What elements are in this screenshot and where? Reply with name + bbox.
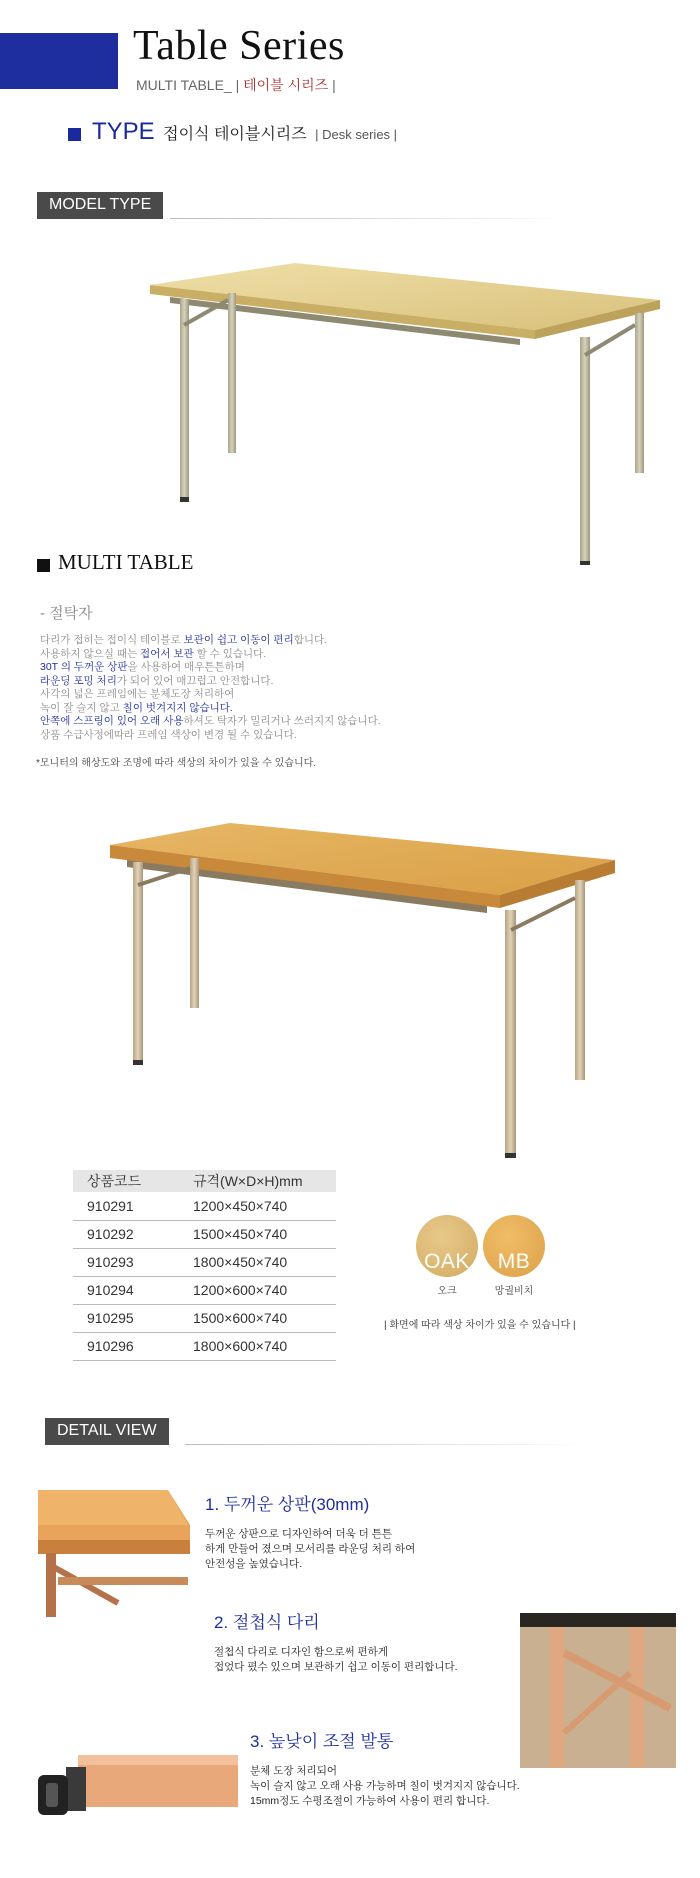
spec-code-cell: 910291: [73, 1192, 193, 1220]
spec-code-cell: 910293: [73, 1248, 193, 1276]
description-text: 하셔도 탁자가 밀리거나 쓰러지지 않습니다.: [183, 715, 381, 727]
oak-swatch-kr: 오크: [437, 1286, 457, 1297]
description-line: [40, 702, 381, 716]
spec-code-cell: 910296: [73, 1332, 193, 1360]
subtitle-kr: 테이블 시리즈: [243, 77, 329, 93]
type-heading: [92, 118, 397, 146]
mb-swatch-kr: 망궐비치: [494, 1286, 534, 1297]
header-accent-bar: [0, 33, 118, 89]
subtitle-sep-right: |: [332, 77, 336, 93]
description-text: 합니다.: [293, 634, 328, 646]
type-word: TYPE: [92, 118, 155, 145]
description-text: 다리가 접히는 접이식 테이블로: [40, 634, 184, 646]
spec-code-cell: 910294: [73, 1276, 193, 1304]
type-bullet-icon: [68, 128, 81, 141]
description-line: [40, 688, 381, 702]
spec-code-cell: 910295: [73, 1304, 193, 1332]
description-text: 할 수 있습니다.: [193, 647, 267, 660]
spec-table-row: [73, 1248, 336, 1276]
mb-swatch-label: MB: [497, 1250, 531, 1273]
description-text: 가 되어 있어 매끄럽고 안전합니다.: [116, 674, 274, 687]
detail-2-line: 접었다 폈수 있으며 보관하기 쉽고 이동이 편리합니다.: [214, 1661, 458, 1673]
detail-2-body: [214, 1645, 458, 1675]
description-text: 사각의 넓은 프레임에는 분체도장 처리하여: [40, 688, 235, 700]
product-image-wide-table: [105, 820, 625, 1165]
monitor-color-note: *모니터의 해상도와 조명에 따라 색상의 차이가 있을 수 있습니다.: [36, 758, 317, 769]
detail-1-line: 두꺼운 상판으로 디자인하여 더욱 더 튼튼: [205, 1528, 393, 1540]
multi-table-title: MULTI TABLE: [58, 550, 194, 574]
detail-3-body: [250, 1764, 520, 1809]
description-highlight: 보관이 쉽고 이동이 편리: [183, 634, 294, 646]
spec-table-row: [73, 1332, 336, 1360]
model-type-label: MODEL TYPE: [37, 192, 163, 219]
detail-image-leveling-foot: [38, 1745, 238, 1830]
detail-3-line: 15mm정도 수평조절이 가능하여 사용이 편리 합니다.: [250, 1795, 490, 1807]
multi-table-subtitle: - 절탁자: [40, 605, 93, 622]
detail-1-title: 1. 두꺼운 상판(30mm): [205, 1495, 370, 1514]
spec-table-header-row: [73, 1170, 336, 1192]
description-text: 상품 수급사정에따라 프레임 색상이 변경 될 수 있습니다.: [40, 728, 297, 741]
multi-table-description: [40, 634, 381, 742]
description-highlight: 30T 의 두꺼운 상판: [40, 661, 128, 673]
description-text: 사용하지 않으실 때는: [40, 647, 141, 660]
spec-table-row: [73, 1220, 336, 1248]
description-highlight: 안쪽에 스프링이 있어 오래 사용: [40, 715, 184, 727]
description-text: 녹이 잘 슬지 않고: [40, 701, 123, 714]
product-image-narrow-table: [140, 255, 670, 565]
detail-1-line: 안전성을 높였습니다.: [205, 1558, 303, 1570]
spec-size-cell: 1800×600×740: [193, 1332, 336, 1360]
spec-size-cell: 1200×600×740: [193, 1276, 336, 1304]
description-text: 을 사용하여 매우튼튼하며: [127, 661, 245, 673]
detail-2-title: 2. 절첩식 다리: [214, 1613, 320, 1632]
detail-image-folding-leg: [520, 1613, 676, 1768]
detail-3-line: 분체 도장 처리되어: [250, 1765, 337, 1777]
detail-1-line: 하게 만들어 졌으며 모서리를 라운딩 처리 하여: [205, 1543, 416, 1555]
detail-view-label: DETAIL VIEW: [45, 1418, 169, 1445]
subtitle-en: MULTI TABLE_: [136, 77, 232, 93]
page-subtitle: [136, 75, 336, 95]
detail-2-line: 절첩식 다리로 디자인 함으로써 편하게: [214, 1646, 388, 1658]
model-type-divider: [170, 218, 570, 219]
spec-table-row: [73, 1304, 336, 1332]
oak-swatch-label: OAK: [424, 1250, 470, 1273]
description-line: [40, 715, 381, 729]
description-line: [40, 675, 381, 689]
description-line: [40, 729, 381, 743]
type-en: | Desk series |: [315, 127, 398, 142]
detail-view-divider: [185, 1444, 585, 1445]
description-line: [40, 648, 381, 662]
spec-table-row: [73, 1276, 336, 1304]
detail-3-line: 녹이 슬지 않고 오래 사용 가능하며 칠이 벗겨지지 않습니다.: [250, 1780, 520, 1792]
description-line: [40, 661, 381, 675]
spec-size-cell: 1500×450×740: [193, 1220, 336, 1248]
multi-table-bullet-icon: [37, 559, 50, 572]
spec-header-size: 규격(W×D×H)mm: [193, 1170, 336, 1192]
subtitle-sep-left: |: [235, 77, 240, 93]
spec-header-code: 상품코드: [73, 1170, 193, 1192]
spec-code-cell: 910292: [73, 1220, 193, 1248]
description-highlight: 접어서 보관: [140, 647, 194, 660]
spec-size-cell: 1500×600×740: [193, 1304, 336, 1332]
spec-size-cell: 1800×450×740: [193, 1248, 336, 1276]
detail-1-body: [205, 1527, 415, 1572]
spec-table-row: [73, 1192, 336, 1220]
color-difference-note: | 화면에 따라 색상 차이가 있을 수 있습니다 |: [384, 1320, 576, 1331]
description-highlight: 칠이 벗겨지지 않습니다.: [122, 701, 233, 714]
detail-3-title: 3. 높낮이 조절 발통: [250, 1732, 394, 1751]
detail-image-table-top: [38, 1485, 190, 1617]
spec-size-cell: 1200×450×740: [193, 1192, 336, 1220]
description-line: [40, 634, 381, 648]
type-kr: 접이식 테이블시리즈: [163, 126, 307, 143]
spec-table: [73, 1170, 336, 1361]
page-title: Table Series: [133, 23, 345, 69]
description-highlight: 라운딩 포밍 처리: [40, 674, 117, 687]
